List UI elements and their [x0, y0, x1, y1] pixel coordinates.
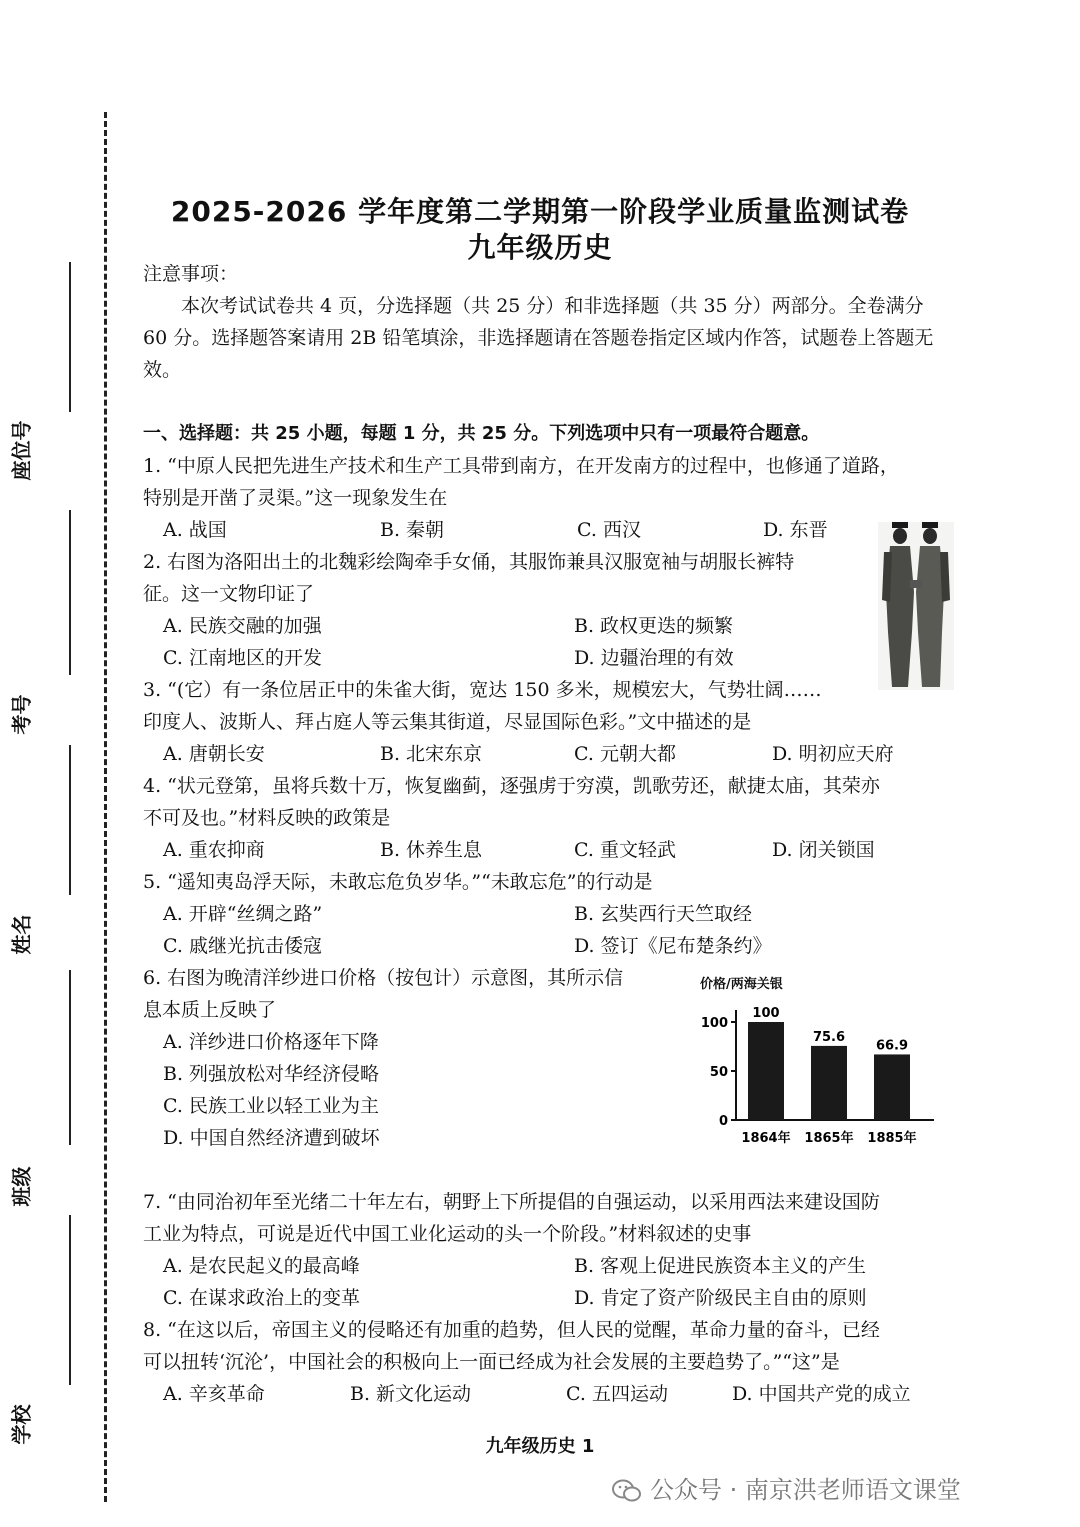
chart-data-label: 75.6: [812, 1029, 846, 1045]
binding-dashed-line: [104, 112, 107, 1502]
chart-y-tick-label: 50: [709, 1065, 728, 1080]
exam-title: 2025-2026 学年度第二学期第一阶段学业质量监测试卷: [170, 195, 910, 228]
question-line: 1. “中原人民把先进生产技术和生产工具带到南方，在开发南方的过程中，也修通了道路，: [143, 455, 899, 477]
question-line: 7. “由同治初年至光绪二十年左右，朝野上下所提倡的自强运动，以采用西法来建设国防: [143, 1191, 880, 1213]
question-line: 印度人、波斯人、拜占庭人等云集其街道，尽显国际色彩。”文中描述的是: [143, 711, 752, 733]
notice-text: 本次考试试卷共 4 页，分选择题（共 25 分）和非选择题（共 35 分）两部分。全卷满分 60 分。选择题答案请用 2B 铅笔填涂，非选择题请在答题卷指定区域内作答，试题卷上答题无效。: [143, 295, 934, 381]
option-d: D. 肯定了资产阶级民主自由的原则: [574, 1287, 867, 1309]
option-a: A. 唐朝长安: [163, 743, 265, 765]
option-d: D. 闭关锁国: [772, 839, 875, 861]
option-b: B. 新文化运动: [350, 1383, 472, 1405]
exam-subtitle: 九年级历史: [467, 231, 613, 264]
option-a: A. 民族交融的加强: [163, 615, 322, 637]
class-label: 班级: [9, 1166, 34, 1207]
chart-y-tick-label: 100: [700, 1016, 728, 1031]
option-c: C. 在谋求政治上的变革: [163, 1287, 360, 1309]
chart-x-tick-label: 1885年: [867, 1131, 917, 1146]
option-d: D. 边疆治理的有效: [574, 647, 734, 669]
chart-y-axis-label: 价格/两海关银: [700, 977, 783, 992]
school-label: 学校: [9, 1404, 34, 1445]
option-a: A. 开辟“丝绸之路”: [163, 903, 323, 925]
option-c: C. 重文轻武: [574, 839, 676, 861]
option-a: A. 辛亥革命: [163, 1383, 265, 1405]
name-rule: [69, 745, 71, 895]
option-b: B. 列强放松对华经济侵略: [163, 1063, 380, 1085]
option-b: B. 政权更迭的频繁: [574, 615, 734, 637]
option-b: B. 秦朝: [380, 519, 445, 541]
page-footer: 九年级历史 1: [485, 1436, 595, 1457]
chart-bar: [874, 1054, 910, 1120]
question-line: 不可及也。”材料反映的政策是: [143, 807, 391, 829]
chart-data-label: 100: [752, 1006, 780, 1021]
question-line: 息本质上反映了: [143, 999, 277, 1021]
chart-y-tick-label: 0: [718, 1114, 728, 1129]
option-d: D. 东晋: [763, 519, 828, 541]
watermark-text: 公众号 · 南京洪老师语文课堂: [650, 1476, 961, 1504]
option-d: D. 签订《尼布楚条约》: [574, 935, 772, 957]
option-a: A. 是农民起义的最高峰: [163, 1255, 360, 1277]
chart-data-label: 66.9: [875, 1038, 909, 1054]
option-c: C. 五四运动: [566, 1383, 668, 1405]
option-d: D. 中国自然经济遭到破坏: [163, 1127, 380, 1149]
question-line: 6. 右图为晚清洋纱进口价格（按包计）示意图，其所示信: [143, 967, 624, 989]
option-d: D. 明初应天府: [772, 743, 894, 765]
option-a: A. 战国: [163, 519, 227, 541]
yarn-price-bar-chart: [698, 970, 938, 1155]
chart-x-tick-label: 1864年: [741, 1131, 791, 1146]
exam-no-rule: [69, 510, 71, 675]
question-line: 征。这一文物印证了: [143, 583, 315, 605]
name-label: 姓名: [9, 914, 34, 955]
class-rule: [69, 970, 71, 1145]
option-d: D. 中国共产党的成立: [732, 1383, 911, 1405]
question-line: 3. “(它）有一条位居正中的朱雀大街，宽达 150 多米，规模宏大，气势壮阔……: [143, 679, 822, 701]
chart-x-tick-label: 1865年: [804, 1131, 854, 1146]
wechat-icon: [612, 1478, 642, 1504]
option-c: C. 民族工业以轻工业为主: [163, 1095, 379, 1117]
question-line: 8. “在这以后，帝国主义的侵略还有加重的趋势，但人民的觉醒，革命力量的奋斗，已经: [143, 1319, 880, 1341]
option-c: C. 江南地区的开发: [163, 647, 322, 669]
chart-bar: [811, 1046, 847, 1120]
option-b: B. 北宋东京: [380, 743, 483, 765]
question-line: 2. 右图为洛阳出土的北魏彩绘陶牵手女俑，其服饰兼具汉服宽袖与胡服长裤特: [143, 551, 795, 573]
option-a: A. 重农抑商: [163, 839, 265, 861]
exam-no-label: 考号: [9, 694, 34, 735]
question-line: 可以扭转‘沉沦’，中国社会的积极向上一面已经成为社会发展的主要趋势了。”“这”是: [143, 1351, 840, 1373]
notice-heading: 注意事项：: [143, 263, 239, 285]
school-rule: [69, 1215, 71, 1385]
option-c: C. 西汉: [577, 519, 641, 541]
watermark: [612, 1470, 961, 1510]
question-line: 5. “遥知夷岛浮天际，未敢忘危负岁华。”“未敢忘危”的行动是: [143, 871, 653, 893]
option-c: C. 元朝大都: [574, 743, 676, 765]
seat-rule: [69, 262, 71, 412]
option-b: B. 玄奘西行天竺取经: [574, 903, 753, 925]
option-a: A. 洋纱进口价格逐年下降: [163, 1031, 379, 1053]
question-line: 4. “状元登第，虽将兵数十万，恢复幽蓟，逐强虏于穷漠，凯歌劳还，献捷太庙，其荣亦: [143, 775, 880, 797]
chart-bar: [748, 1022, 784, 1120]
question-line: 特别是开凿了灵渠。”这一现象发生在: [143, 487, 448, 509]
seat-label: 座位号: [9, 420, 34, 481]
pottery-figurines-image: [878, 522, 954, 690]
question-line: 工业为特点，可说是近代中国工业化运动的头一个阶段。”材料叙述的史事: [143, 1223, 752, 1245]
section-heading: 一、选择题：共 25 小题，每题 1 分，共 25 分。下列选项中只有一项最符合题意。: [143, 423, 820, 444]
option-b: B. 客观上促进民族资本主义的产生: [574, 1255, 867, 1277]
option-b: B. 休养生息: [380, 839, 483, 861]
option-c: C. 戚继光抗击倭寇: [163, 935, 322, 957]
